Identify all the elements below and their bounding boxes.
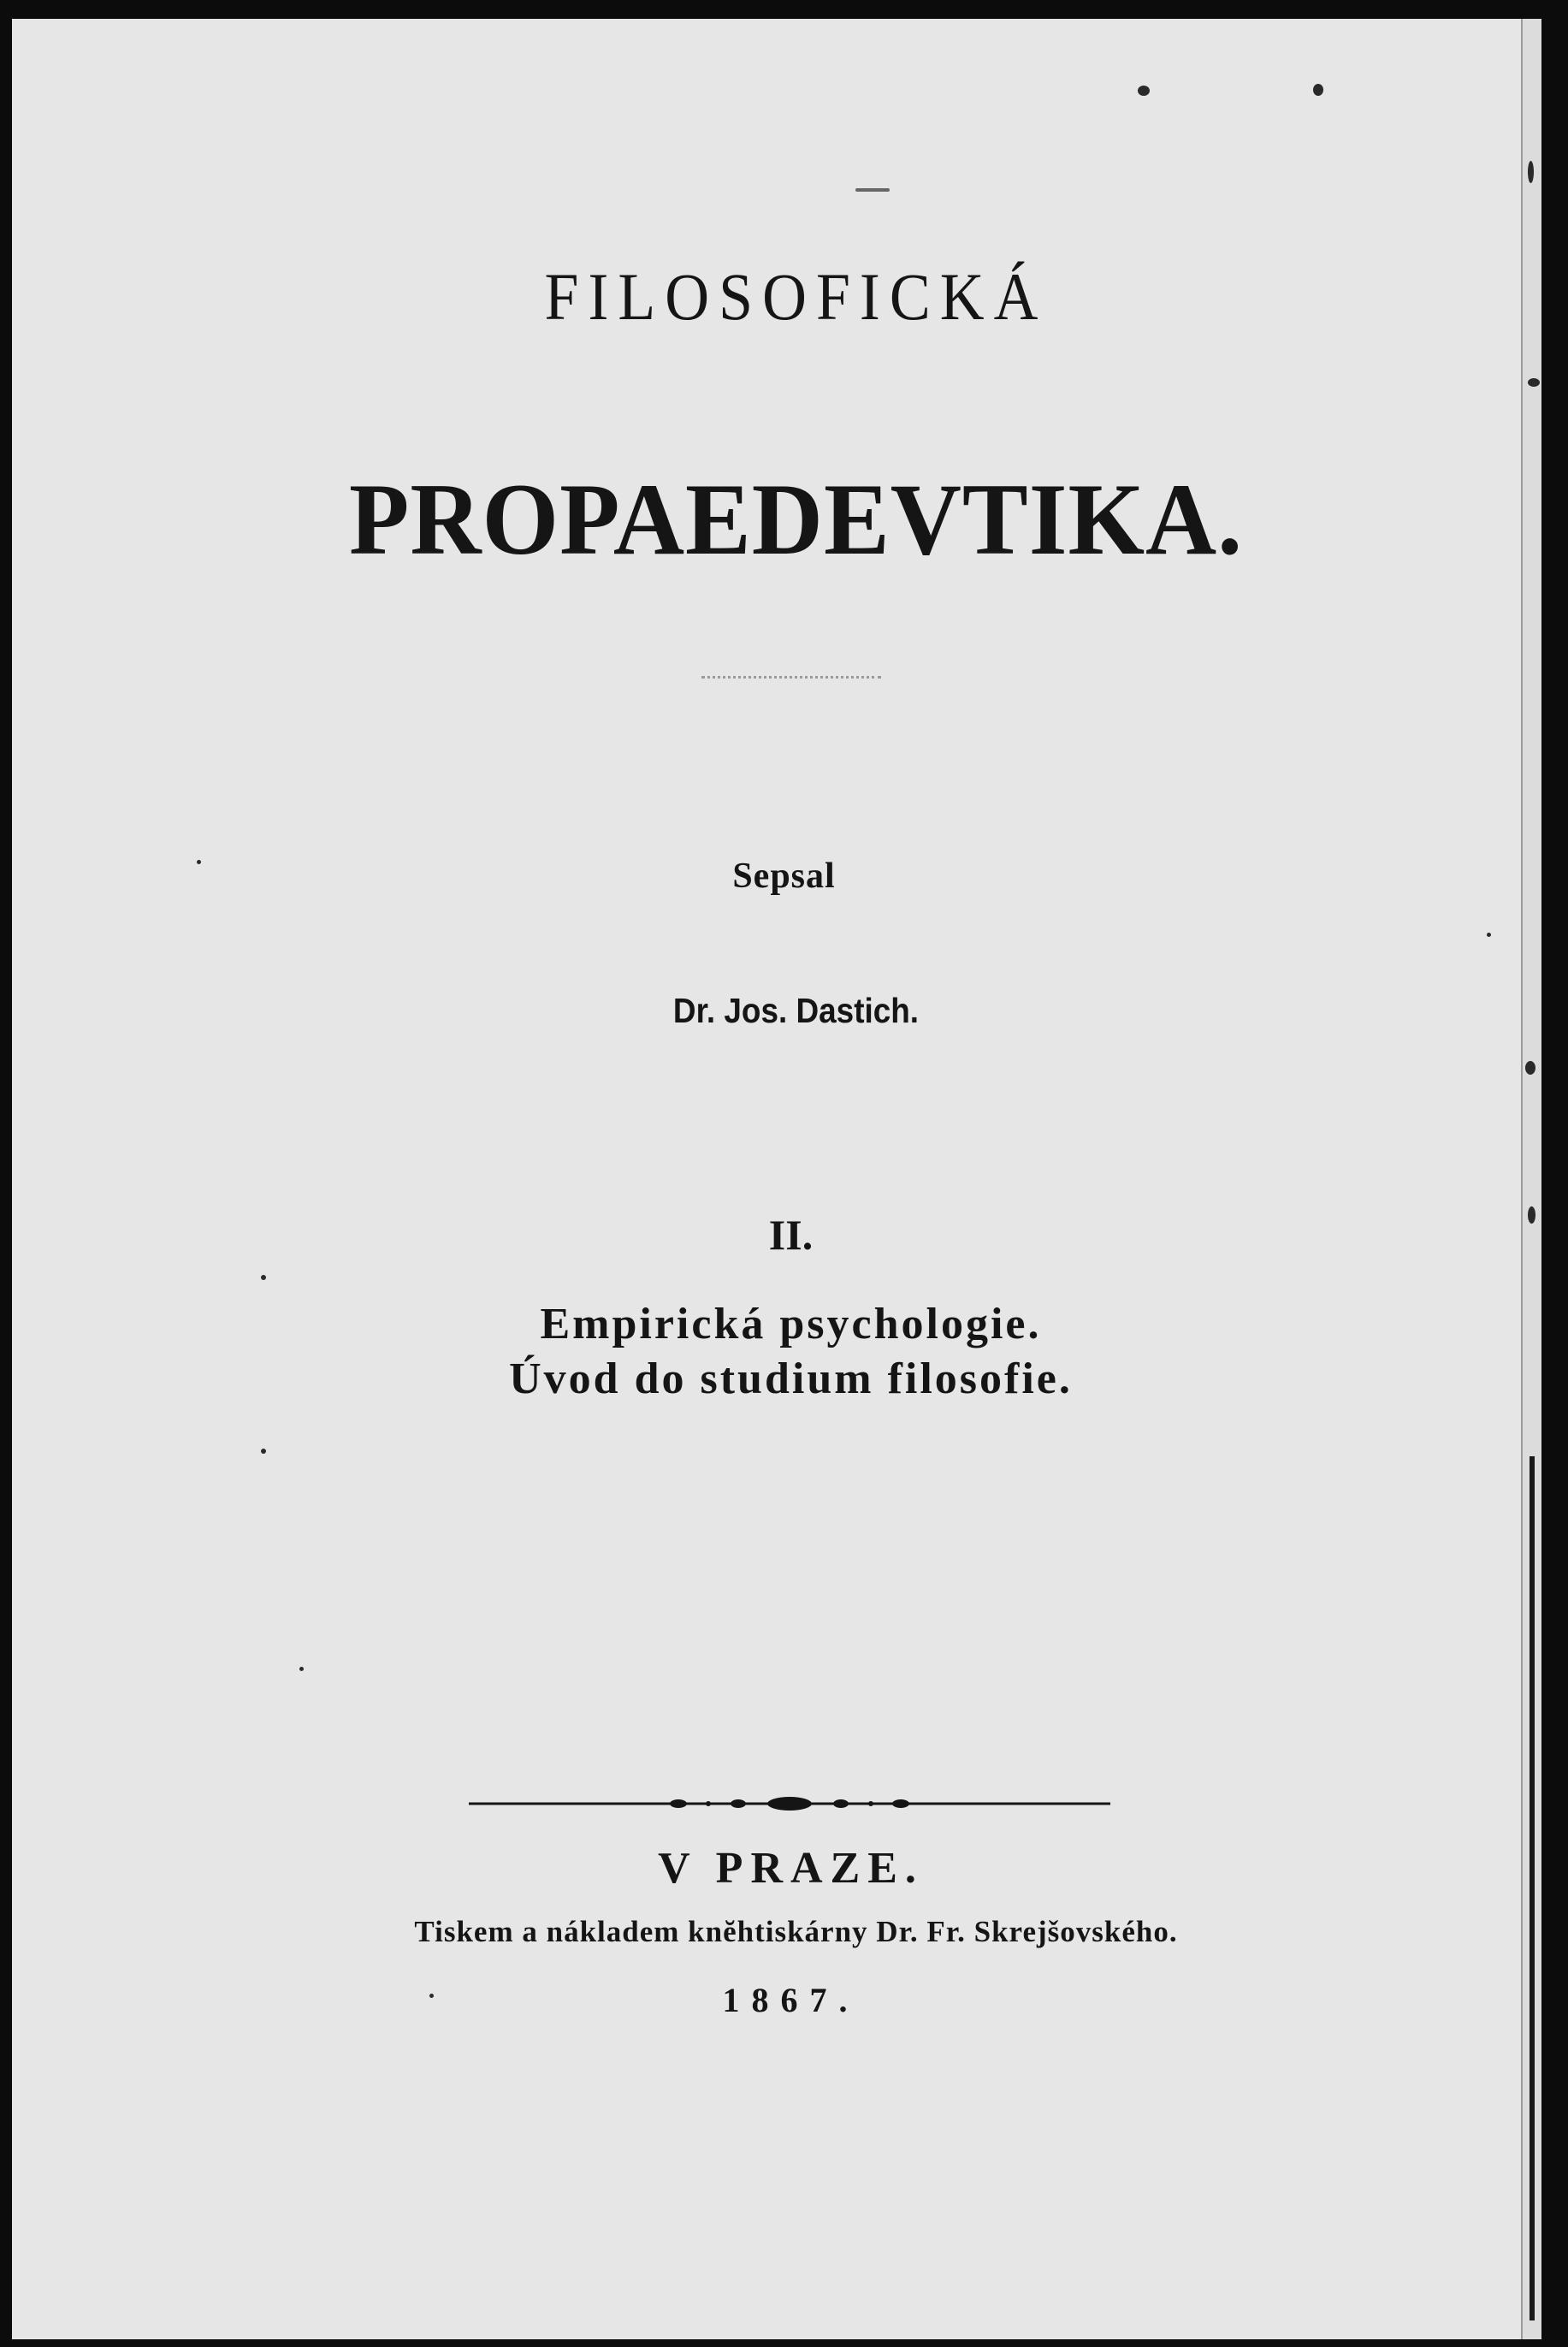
ink-speck (261, 1275, 266, 1280)
ornamental-divider (469, 1787, 1110, 1821)
small-ornament (701, 676, 881, 684)
title-line-1: FILOSOFICKÁ (544, 259, 1048, 334)
place-of-publication: V PRAZE. (658, 1844, 924, 1893)
ink-speck (261, 1449, 266, 1454)
ink-speck (855, 188, 890, 192)
ink-speck (1525, 1061, 1535, 1075)
ink-speck (1487, 933, 1491, 937)
subtitle-line-2: Úvod do studium filosofie. (509, 1354, 1073, 1403)
title-line-2: PROPAEDEVTIKA. (349, 462, 1243, 576)
ink-speck (1528, 161, 1534, 183)
author-name: Dr. Jos. Dastich. (672, 991, 920, 1030)
ink-speck (1138, 86, 1150, 96)
volume-number: II. (768, 1211, 814, 1259)
ink-speck (197, 860, 201, 864)
subtitle-line-1: Empirická psychologie. (540, 1300, 1042, 1348)
author-label: Sepsal (732, 856, 836, 896)
publication-year: 1867. (722, 1981, 860, 2019)
ink-speck (1528, 378, 1540, 387)
ink-speck (429, 1994, 434, 1998)
ink-speck (1528, 1206, 1535, 1224)
printer-line: Tiskem a nákladem knĕhtiskárny Dr. Fr. Skrejšovského. (414, 1915, 1178, 1948)
ink-speck (299, 1667, 304, 1671)
ink-speck (1313, 84, 1323, 96)
